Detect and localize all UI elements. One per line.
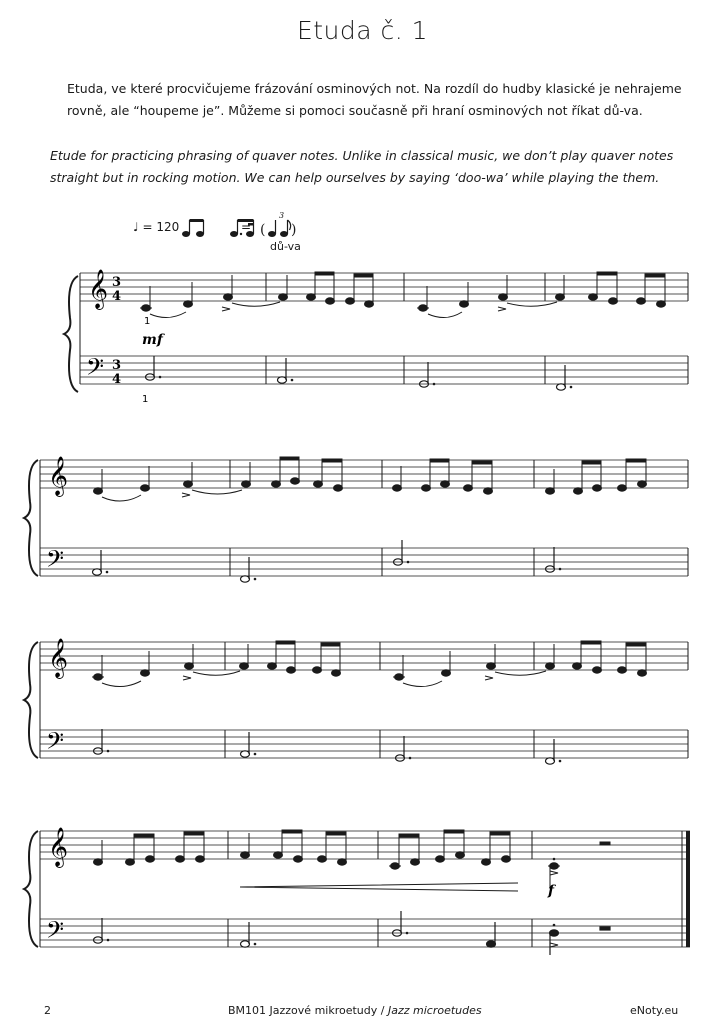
barlines <box>40 460 688 576</box>
treble-notes <box>94 457 647 494</box>
svg-text:): ) <box>291 222 297 238</box>
fingering-treble: 1 <box>144 316 151 327</box>
tempo-value: = 120 <box>142 220 180 234</box>
music-system-4 <box>0 815 725 965</box>
brace <box>24 460 38 576</box>
bass-clef-icon: 𝄢 <box>46 727 65 760</box>
page-number: 2 <box>44 1004 51 1017</box>
bass-notes <box>94 729 555 764</box>
music-system-1 <box>0 258 725 408</box>
publisher: eNoty.eu <box>630 1004 679 1017</box>
time-sig-bottom: 4 <box>112 289 122 304</box>
slurs-accents <box>150 302 557 318</box>
brace <box>24 831 38 947</box>
footer-series <box>228 1004 482 1017</box>
treble-clef-icon: 𝄞 <box>48 456 69 496</box>
bass-clef-icon: 𝄢 <box>46 916 65 949</box>
bass-clef-icon: 𝄢 <box>86 353 105 386</box>
quarter-note-icon: ♩ <box>133 220 139 234</box>
series-title-en: Jazz microetudes <box>387 1004 482 1017</box>
bass-staff <box>40 919 690 947</box>
bass-staff <box>40 548 688 576</box>
crescendo-hairpin <box>240 883 518 891</box>
bass-staff <box>80 356 688 384</box>
fingering-bass: 1 <box>142 394 149 405</box>
bass-clef-icon: 𝄢 <box>46 545 65 578</box>
bass-dots <box>107 858 556 946</box>
bass-quarter-notes <box>487 922 611 955</box>
treble-clef-icon: 𝄞 <box>88 269 109 309</box>
treble-notes <box>92 641 647 680</box>
triplet-icon <box>260 212 296 238</box>
series-title: BM101 Jazzové mikroetudy / <box>228 1004 385 1017</box>
bass-dots <box>107 750 562 763</box>
swing-notation <box>180 212 300 240</box>
dynamic-mf: mf <box>142 332 163 348</box>
syllables-text: dů-va <box>270 240 301 253</box>
treble-clef-icon: 𝄞 <box>48 827 69 867</box>
brace <box>64 276 78 392</box>
bass-staff <box>40 730 688 758</box>
bass-notes <box>94 911 402 947</box>
music-system-3 <box>0 628 725 778</box>
time-sig-bottom-bass: 4 <box>112 372 122 387</box>
treble-clef-icon: 𝄞 <box>48 638 69 678</box>
bass-dots <box>159 376 573 389</box>
svg-text:(: ( <box>260 222 266 238</box>
straight-eighths-icon <box>182 219 204 237</box>
page-title: Etuda č. 1 <box>296 16 429 45</box>
dynamic-f: f <box>548 883 555 899</box>
time-sig-top-bass: 3 <box>112 358 122 373</box>
intro-english: Etude for practicing phrasing of quaver notes. Unlike in classical music, we don’t play quaver notes straight but in rocking motion. We can help ourselves by saying ‘doo-wa’ while playing the them. <box>50 148 674 185</box>
svg-text:3: 3 <box>279 212 285 220</box>
treble-staff <box>40 642 688 670</box>
swing-equals: = <box>241 220 252 234</box>
brace <box>24 642 38 758</box>
treble-notes <box>140 272 666 311</box>
intro-czech: Etuda, ve které procvičujeme frázování osminových not. Na rozdíl do hudby klasické je nehrajeme rovně, ale “houpeme je”. Můžeme si pomoci současně při hraní osminových not říkat dů-va. <box>67 81 682 118</box>
slurs-accents <box>102 671 546 687</box>
music-system-2 <box>0 440 725 590</box>
slurs-accents <box>102 490 242 501</box>
bass-dots <box>106 561 562 581</box>
time-sig-top: 3 <box>112 275 122 290</box>
bass-notes <box>146 356 566 390</box>
tempo-marking <box>133 220 179 234</box>
barlines <box>40 642 688 758</box>
